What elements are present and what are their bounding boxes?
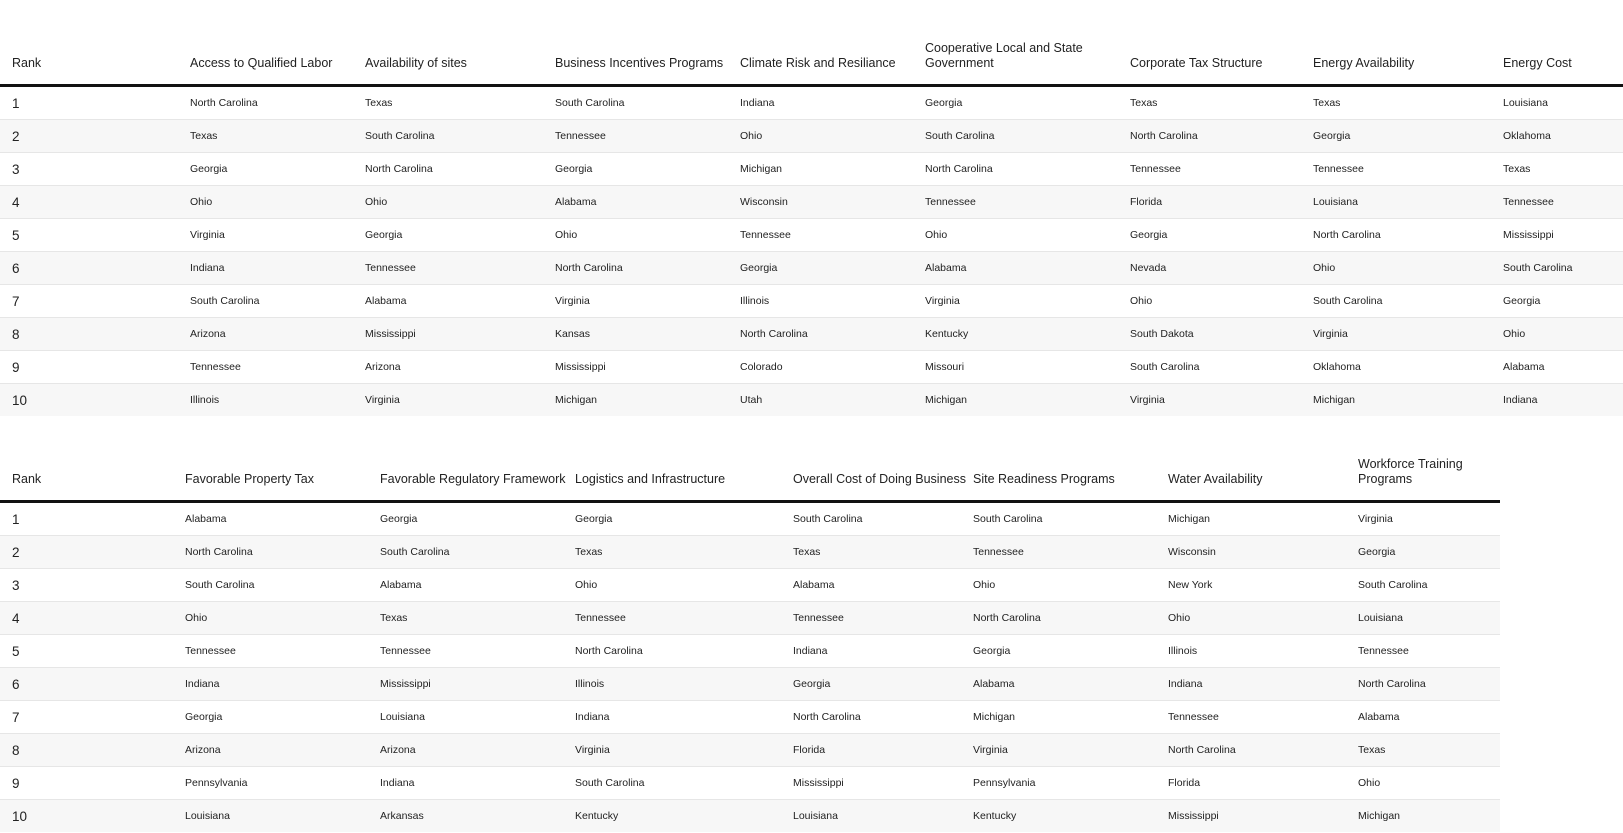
column-header-favorable-regulatory-framework: Favorable Regulatory Framework (380, 472, 566, 486)
state-cell: South Carolina (185, 569, 380, 602)
state-cell: Pennsylvania (973, 767, 1168, 800)
state-cell: South Carolina (1503, 252, 1623, 285)
state-cell: North Carolina (973, 602, 1168, 635)
state-cell: Ohio (555, 219, 740, 252)
state-cell: North Carolina (185, 536, 380, 569)
state-cell: Indiana (793, 635, 973, 668)
state-cell: Tennessee (793, 602, 973, 635)
state-cell: North Carolina (555, 252, 740, 285)
state-cell: Indiana (575, 701, 793, 734)
state-cell: Ohio (1503, 318, 1623, 351)
state-cell: South Carolina (380, 536, 575, 569)
state-cell: Michigan (1168, 513, 1211, 525)
state-cell: Georgia (365, 219, 555, 252)
state-cell: Ohio (1130, 285, 1313, 318)
state-cell: Ohio (1168, 602, 1358, 635)
column-header-water-availability: Water Availability (1168, 472, 1263, 486)
column-header-energy-availability: Energy Availability (1313, 56, 1415, 70)
state-cell: Alabama (1503, 351, 1623, 384)
table-row (0, 186, 1623, 219)
rank-cell: 3 (0, 153, 190, 186)
state-cell: Tennessee (1313, 153, 1503, 186)
state-cell: Texas (1358, 734, 1500, 767)
state-cell: South Carolina (190, 285, 365, 318)
column-header-favorable-property-tax: Favorable Property Tax (185, 472, 314, 486)
state-cell: North Carolina (1358, 668, 1500, 701)
state-cell: Arizona (365, 351, 555, 384)
state-cell: Georgia (740, 252, 925, 285)
table-row (0, 502, 1500, 536)
state-cell: Georgia (575, 513, 613, 525)
state-cell: Virginia (575, 734, 793, 767)
column-header-cooperative-local-and-state-government: Cooperative Local and State Government (925, 41, 1083, 70)
header-row (0, 16, 1623, 86)
state-cell: Tennessee (575, 602, 793, 635)
rank-cell: 8 (0, 734, 185, 767)
rank-cell: 7 (0, 701, 185, 734)
state-cell: Indiana (1168, 668, 1358, 701)
state-cell: North Carolina (1130, 120, 1313, 153)
state-cell: Ohio (575, 569, 793, 602)
state-cell: Alabama (973, 668, 1168, 701)
table-2-body (0, 502, 1500, 833)
state-cell: Florida (793, 734, 973, 767)
state-cell: Alabama (380, 569, 575, 602)
state-cell: Virginia (1358, 513, 1393, 525)
rank-cell: 6 (0, 252, 190, 285)
rank-cell: 10 (0, 384, 190, 417)
rank-cell: 8 (0, 318, 190, 351)
state-cell: Alabama (793, 569, 973, 602)
state-cell: Virginia (1130, 384, 1313, 417)
state-cell: Texas (380, 602, 575, 635)
table-row (0, 252, 1623, 285)
state-cell: Ohio (190, 186, 365, 219)
state-cell: South Carolina (365, 120, 555, 153)
column-header-energy-cost: Energy Cost (1503, 56, 1572, 70)
state-cell: North Carolina (190, 97, 258, 109)
column-header-business-incentives-programs: Business Incentives Programs (555, 56, 724, 70)
state-cell: Louisiana (1503, 97, 1548, 109)
state-cell: Colorado (740, 351, 925, 384)
state-cell: Louisiana (380, 701, 575, 734)
state-cell: Texas (1503, 153, 1623, 186)
table-row (0, 668, 1500, 701)
state-cell: North Carolina (365, 153, 555, 186)
state-cell: South Carolina (973, 513, 1043, 525)
state-cell: Georgia (185, 701, 380, 734)
column-header-overall-cost-of-doing-business: Overall Cost of Doing Business (793, 472, 966, 486)
state-cell: Indiana (1503, 384, 1623, 417)
state-cell: Georgia (925, 97, 963, 109)
column-header-rank: Rank (12, 56, 42, 70)
rank-cell: 1 (12, 511, 20, 527)
state-cell: Ohio (1313, 252, 1503, 285)
column-header-logistics-and-infrastructure: Logistics and Infrastructure (575, 472, 726, 486)
state-cell: Alabama (1358, 701, 1500, 734)
state-cell: North Carolina (1168, 734, 1358, 767)
state-cell: Arizona (380, 734, 575, 767)
state-cell: Alabama (925, 252, 1130, 285)
state-cell: Tennessee (1168, 701, 1358, 734)
table-row (0, 384, 1623, 417)
table-1-body (0, 86, 1623, 417)
state-cell: South Carolina (925, 120, 1130, 153)
rankings-table-2 (0, 435, 1500, 832)
state-cell: Wisconsin (1168, 536, 1358, 569)
table-row (0, 536, 1500, 569)
state-cell: Florida (1168, 767, 1358, 800)
table-row (0, 734, 1500, 767)
state-cell: Texas (575, 536, 793, 569)
state-cell: Illinois (190, 384, 365, 417)
state-cell: Texas (1130, 97, 1158, 109)
state-cell: Tennessee (1503, 186, 1623, 219)
table-row (0, 153, 1623, 186)
state-cell: Michigan (925, 384, 1130, 417)
state-cell: Mississippi (1503, 219, 1623, 252)
state-cell: Tennessee (1358, 635, 1500, 668)
column-header-availability-of-sites: Availability of sites (365, 56, 467, 70)
state-cell: South Carolina (575, 767, 793, 800)
table-row (0, 635, 1500, 668)
rank-cell: 4 (0, 186, 190, 219)
state-cell: Wisconsin (740, 186, 925, 219)
state-cell: North Carolina (1313, 219, 1503, 252)
state-cell: Illinois (1168, 635, 1358, 668)
table-row (0, 569, 1500, 602)
rank-cell: 2 (0, 120, 190, 153)
table-row (0, 602, 1500, 635)
state-cell: Ohio (185, 602, 380, 635)
state-cell: South Carolina (1130, 351, 1313, 384)
state-cell: Arkansas (380, 800, 575, 833)
state-cell: Florida (1130, 186, 1313, 219)
state-cell: Michigan (555, 384, 740, 417)
state-cell: Arizona (185, 734, 380, 767)
table-row (0, 701, 1500, 734)
state-cell: Georgia (793, 668, 973, 701)
table-row (0, 120, 1623, 153)
state-cell: Louisiana (1358, 602, 1500, 635)
state-cell: Oklahoma (1313, 351, 1503, 384)
state-cell: Michigan (1358, 800, 1500, 833)
state-cell: Kentucky (925, 318, 1130, 351)
table-row (0, 767, 1500, 800)
state-cell: Georgia (555, 153, 740, 186)
state-cell: Texas (365, 97, 393, 109)
state-cell: Tennessee (1130, 153, 1313, 186)
rank-cell: 3 (0, 569, 185, 602)
state-cell: North Carolina (925, 153, 1130, 186)
state-cell: Kansas (555, 318, 740, 351)
state-cell: Mississippi (365, 318, 555, 351)
state-cell: Ohio (740, 120, 925, 153)
state-cell: Tennessee (555, 120, 740, 153)
state-cell: Tennessee (190, 351, 365, 384)
state-cell: Georgia (1503, 285, 1623, 318)
state-cell: Indiana (190, 252, 365, 285)
column-header-site-readiness-programs: Site Readiness Programs (973, 472, 1115, 486)
table-row (0, 800, 1500, 833)
column-header-access-to-qualified-labor: Access to Qualified Labor (190, 56, 333, 70)
state-cell: Ohio (925, 219, 1130, 252)
rank-cell: 9 (0, 767, 185, 800)
table-1-header (0, 16, 1623, 86)
state-cell: Mississippi (1168, 800, 1358, 833)
state-cell: Indiana (185, 668, 380, 701)
state-cell: Missouri (925, 351, 1130, 384)
state-cell: Michigan (740, 153, 925, 186)
state-cell: Texas (793, 536, 973, 569)
state-cell: Texas (1313, 97, 1341, 109)
state-cell: Nevada (1130, 252, 1313, 285)
state-cell: Alabama (555, 186, 740, 219)
state-cell: Arizona (190, 318, 365, 351)
state-cell: Georgia (380, 513, 418, 525)
state-cell: Kentucky (575, 800, 793, 833)
table-row (0, 86, 1623, 120)
column-header-climate-risk-and-resiliance: Climate Risk and Resiliance (740, 56, 896, 70)
state-cell: South Carolina (1313, 285, 1503, 318)
header-row (0, 435, 1500, 502)
state-cell: Tennessee (925, 186, 1130, 219)
rank-cell: 10 (0, 800, 185, 833)
state-cell: North Carolina (575, 635, 793, 668)
state-cell: Louisiana (793, 800, 973, 833)
state-cell: South Carolina (793, 513, 863, 525)
state-cell: Virginia (1313, 318, 1503, 351)
rank-cell: 6 (0, 668, 185, 701)
column-header-workforce-training-programs: Workforce Training Programs (1358, 457, 1463, 486)
state-cell: South Dakota (1130, 318, 1313, 351)
state-cell: Virginia (973, 734, 1168, 767)
state-cell: Tennessee (380, 635, 575, 668)
state-cell: Alabama (185, 513, 227, 525)
state-cell: Louisiana (185, 800, 380, 833)
rank-cell: 2 (0, 536, 185, 569)
state-cell: Mississippi (555, 351, 740, 384)
state-cell: South Carolina (1358, 569, 1500, 602)
state-cell: Louisiana (1313, 186, 1503, 219)
state-cell: Indiana (740, 97, 775, 109)
state-cell: North Carolina (793, 701, 973, 734)
rank-cell: 9 (0, 351, 190, 384)
rank-cell: 7 (0, 285, 190, 318)
state-cell: Ohio (973, 569, 1168, 602)
state-cell: Kentucky (973, 800, 1168, 833)
table-row (0, 351, 1623, 384)
table-row (0, 285, 1623, 318)
state-cell: Georgia (190, 153, 365, 186)
state-cell: Mississippi (793, 767, 973, 800)
state-cell: Texas (190, 120, 365, 153)
column-header-corporate-tax-structure: Corporate Tax Structure (1130, 56, 1263, 70)
state-cell: Georgia (1130, 219, 1313, 252)
rank-cell: 4 (0, 602, 185, 635)
state-cell: South Carolina (555, 97, 625, 109)
table-row (0, 318, 1623, 351)
state-cell: Tennessee (740, 219, 925, 252)
state-cell: Illinois (740, 285, 925, 318)
state-cell: Tennessee (185, 635, 380, 668)
column-header-rank: Rank (12, 472, 42, 486)
state-cell: Pennsylvania (185, 767, 380, 800)
state-cell: Georgia (973, 635, 1168, 668)
state-cell: Tennessee (365, 252, 555, 285)
state-cell: Virginia (925, 285, 1130, 318)
state-cell: Georgia (1358, 536, 1500, 569)
state-cell: Virginia (190, 219, 365, 252)
rank-cell: 5 (0, 635, 185, 668)
state-cell: Tennessee (973, 536, 1168, 569)
state-cell: Michigan (973, 701, 1168, 734)
rank-cell: 1 (12, 95, 20, 111)
table-2-header (0, 435, 1500, 502)
state-cell: Michigan (1313, 384, 1503, 417)
state-cell: Virginia (365, 384, 555, 417)
state-cell: New York (1168, 569, 1358, 602)
rankings-table-1 (0, 16, 1623, 416)
state-cell: Utah (740, 384, 925, 417)
state-cell: Mississippi (380, 668, 575, 701)
state-cell: Georgia (1313, 120, 1503, 153)
state-cell: Illinois (575, 668, 793, 701)
state-cell: Virginia (555, 285, 740, 318)
state-cell: Alabama (365, 285, 555, 318)
state-cell: Ohio (1358, 767, 1500, 800)
state-cell: Indiana (380, 767, 575, 800)
state-cell: North Carolina (740, 318, 925, 351)
state-cell: Oklahoma (1503, 120, 1623, 153)
state-cell: Ohio (365, 186, 555, 219)
rank-cell: 5 (0, 219, 190, 252)
table-row (0, 219, 1623, 252)
